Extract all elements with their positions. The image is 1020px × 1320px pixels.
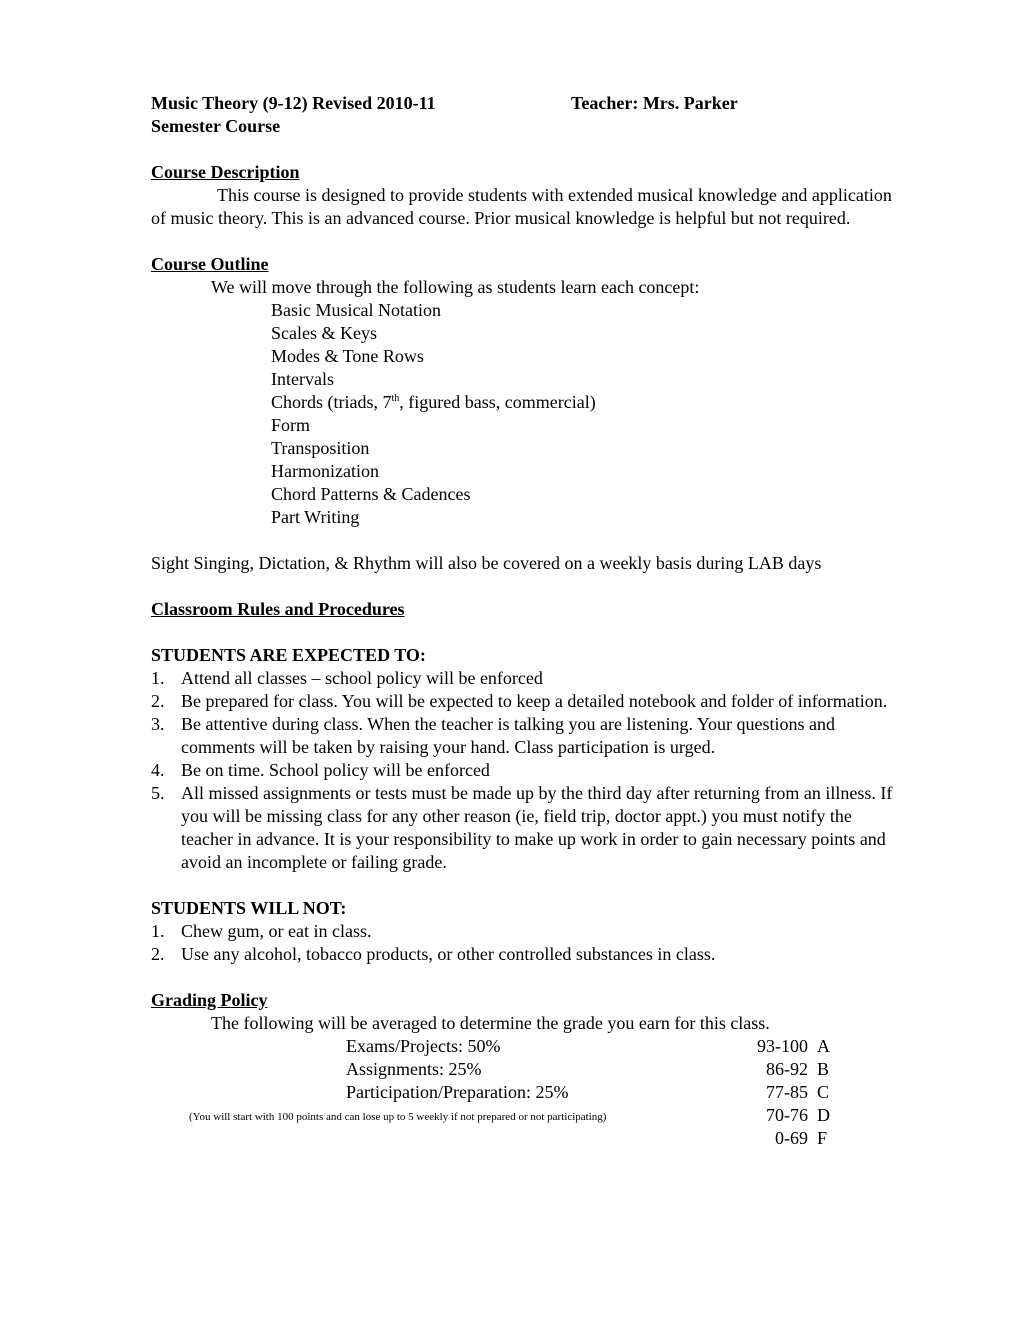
will-not-heading: STUDENTS WILL NOT: bbox=[151, 898, 347, 918]
grade-category: Exams/Projects: 50% bbox=[346, 1036, 501, 1056]
grade-row bbox=[151, 1104, 901, 1127]
outline-item: Chord Patterns & Cadences bbox=[271, 484, 471, 504]
course-description-heading: Course Description bbox=[151, 162, 300, 182]
list-number: 2. bbox=[151, 944, 165, 964]
outline-item: Form bbox=[271, 415, 311, 435]
list-number: 1. bbox=[151, 921, 165, 941]
list-item bbox=[151, 943, 901, 966]
grade-letter: D bbox=[817, 1105, 830, 1125]
list-item bbox=[151, 920, 901, 943]
course-title: Music Theory (9-12) Revised 2010-11 bbox=[151, 93, 436, 113]
will-not-list bbox=[151, 920, 901, 966]
syllabus-page bbox=[151, 92, 901, 1173]
course-outline-list bbox=[151, 299, 901, 529]
list-item bbox=[151, 713, 901, 759]
grade-row bbox=[151, 1058, 901, 1081]
outline-item-chords-sup: th bbox=[391, 393, 400, 404]
course-description-text: This course is designed to provide students with extended musical knowledge and application of music theory. This is an advanced course. Prior musical knowledge is helpful but not required. bbox=[151, 185, 892, 228]
classroom-rules-heading: Classroom Rules and Procedures bbox=[151, 599, 405, 619]
list-item bbox=[151, 782, 901, 874]
outline-item: Modes & Tone Rows bbox=[271, 346, 424, 366]
header-row bbox=[151, 92, 901, 115]
grade-category: Assignments: 25% bbox=[346, 1059, 482, 1079]
list-text: Be prepared for class. You will be expected to keep a detailed notebook and folder of information. bbox=[181, 691, 888, 711]
outline-item: Harmonization bbox=[271, 461, 379, 481]
teacher-name: Teacher: Mrs. Parker bbox=[571, 93, 738, 113]
grade-row bbox=[151, 1081, 901, 1104]
grade-letter: F bbox=[817, 1128, 828, 1148]
outline-item-chords bbox=[151, 391, 901, 414]
list-number: 4. bbox=[151, 760, 165, 780]
course-outline-heading: Course Outline bbox=[151, 254, 269, 274]
outline-item: Transposition bbox=[271, 438, 370, 458]
outline-item-chords-text: Chords (triads, 7 bbox=[271, 392, 392, 412]
list-item bbox=[151, 759, 901, 782]
grade-category: Participation/Preparation: 25% bbox=[346, 1082, 569, 1102]
outline-item: Intervals bbox=[271, 369, 334, 389]
grade-letter: C bbox=[817, 1082, 830, 1102]
list-text: Use any alcohol, tobacco products, or other controlled substances in class. bbox=[181, 944, 716, 964]
grade-row bbox=[151, 1127, 901, 1150]
lab-note: Sight Singing, Dictation, & Rhythm will also be covered on a weekly basis during LAB days bbox=[151, 553, 822, 573]
course-outline-intro: We will move through the following as students learn each concept: bbox=[211, 277, 700, 297]
grade-range: 86-92 bbox=[766, 1059, 808, 1079]
course-type: Semester Course bbox=[151, 116, 281, 136]
list-number: 3. bbox=[151, 714, 165, 734]
list-item bbox=[151, 667, 901, 690]
grade-range: 70-76 bbox=[766, 1105, 808, 1125]
list-text: Attend all classes – school policy will be enforced bbox=[181, 668, 543, 688]
outline-item: Basic Musical Notation bbox=[271, 300, 441, 320]
expected-heading: STUDENTS ARE EXPECTED TO: bbox=[151, 645, 426, 665]
list-number: 2. bbox=[151, 691, 165, 711]
expected-list bbox=[151, 667, 901, 874]
grade-range: 93-100 bbox=[757, 1036, 808, 1056]
grade-letter: B bbox=[817, 1059, 830, 1079]
grade-row bbox=[151, 1035, 901, 1058]
list-text: All missed assignments or tests must be made up by the third day after returning from an illness. If you will be missing class for any other reason (ie, field trip, doctor appt.) you must notify the teacher in advance. It is your responsibility to make up work in order to gain necessary points and avoid an incomplete or failing grade. bbox=[181, 783, 893, 872]
list-text: Chew gum, or eat in class. bbox=[181, 921, 372, 941]
grade-range: 0-69 bbox=[775, 1128, 808, 1148]
grading-table bbox=[151, 1035, 901, 1173]
list-text: Be on time. School policy will be enforced bbox=[181, 760, 490, 780]
outline-item-chords-rest: , figured bass, commercial) bbox=[399, 392, 596, 412]
list-item bbox=[151, 690, 901, 713]
participation-note: (You will start with 100 points and can lose up to 5 weekly if not prepared or not participating) bbox=[189, 1111, 607, 1123]
grading-intro: The following will be averaged to determine the grade you earn for this class. bbox=[211, 1013, 770, 1033]
grading-policy-heading: Grading Policy bbox=[151, 990, 268, 1010]
outline-item: Scales & Keys bbox=[271, 323, 377, 343]
grade-letter: A bbox=[817, 1036, 830, 1056]
list-text: Be attentive during class. When the teacher is talking you are listening. Your questions and comments will be taken by raising your hand. Class participation is urged. bbox=[181, 714, 836, 757]
list-number: 1. bbox=[151, 668, 165, 688]
list-number: 5. bbox=[151, 783, 165, 803]
outline-item: Part Writing bbox=[271, 507, 360, 527]
grade-range: 77-85 bbox=[766, 1082, 808, 1102]
